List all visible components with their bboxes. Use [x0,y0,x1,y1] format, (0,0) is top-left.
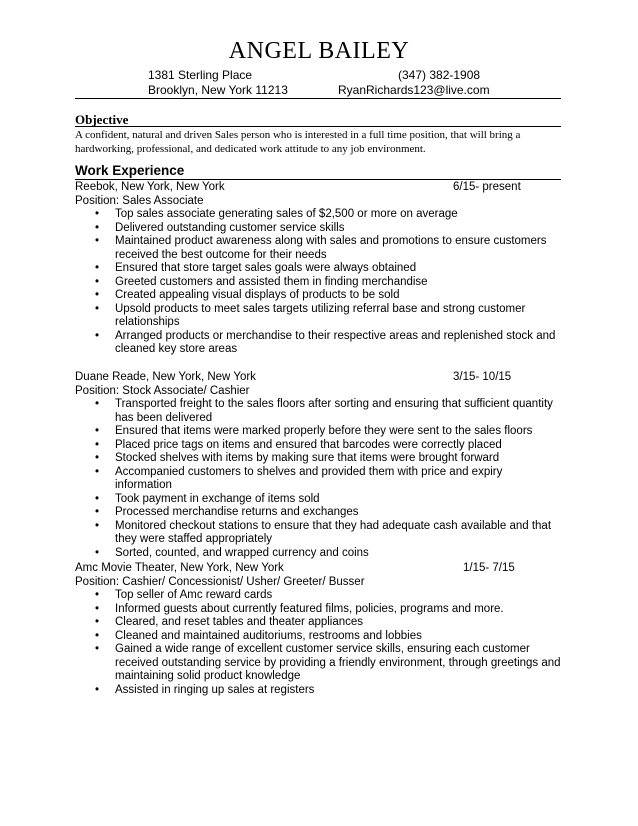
duty-text: Top sales associate generating sales of $2,500 or more on average [115,208,458,220]
bullet-icon: • [95,465,100,478]
job-company: Duane Reade, New York, New York [75,371,256,383]
bullet-icon: • [95,629,100,642]
bullet-icon: • [95,302,100,315]
duty-item [75,222,561,236]
bullet-icon: • [95,616,100,628]
job-position: Position: Cashier/ Concessionist/ Usher/ Greeter/ Busser [75,575,365,588]
duty-text: has been delivered [115,411,213,424]
duty-item [75,684,561,698]
bullet-icon: • [95,438,100,451]
duty-text: Accompanied customers to shelves and provided them with price and expiry information [115,465,503,491]
duty-list [75,398,561,560]
duty-item [75,603,561,617]
objective-line: A confident, natural and driven Sales person who is interested in a full time position, that will bring a [75,129,521,141]
job-header-row [75,562,561,576]
duty-item [75,425,561,439]
duty-item [75,289,561,303]
bullet-icon: • [95,683,100,696]
duty-item [75,643,561,684]
bullet-icon: • [95,519,100,532]
job-dates: 6/15- present [453,181,521,193]
duty-text: Cleaned and maintained auditoriums, restrooms and lobbies [115,629,422,642]
job-entry [75,371,561,560]
duty-item [75,330,561,357]
job-header-row [75,371,561,385]
duty-text: maintaining solid product knowledge [115,670,301,682]
bullet-icon: • [95,235,100,247]
duty-item [75,589,561,603]
header-divider [75,98,561,99]
job-header-row [75,181,561,195]
duty-item [75,506,561,520]
duty-text: Placed price tags on items and ensured that barcodes were correctly placed [115,438,502,451]
duty-text: Upsold products to meet sales targets utilizing referral base and strong customer [115,302,526,315]
duty-item [75,520,561,547]
objective-heading: Objective [75,112,129,127]
duty-text: Cleared, and reset tables and theater appliances [115,616,364,628]
duty-list [75,589,561,697]
duty-text: Created appealing visual displays of products to be sold [115,289,400,301]
contact-city: Brooklyn, New York 11213 [148,83,288,97]
job-position: Position: Sales Associate [75,194,204,207]
bullet-icon: • [95,275,100,288]
bullet-icon: • [95,602,100,615]
duty-item [75,439,561,453]
objective-divider [75,126,561,127]
duty-text: received outstanding service by providing a friendly environment, through greetings and [115,656,561,669]
duty-list [75,208,561,357]
bullet-icon: • [95,398,100,410]
duty-item [75,262,561,276]
duty-item [75,547,561,561]
candidate-name: ANGEL BAILEY [228,38,410,64]
contact-phone: (347) 382-1908 [398,68,481,82]
duty-item [75,452,561,466]
work-experience-heading: Work Experience [75,163,185,178]
duty-text: received the best outcome for their needs [115,248,327,261]
objective-line: hardworking, professional, and dedicated work attitude to any job environment. [75,143,426,155]
duty-text: Greeted customers and assisted them in finding merchandise [115,275,428,288]
bullet-icon: • [95,329,100,342]
bullet-icon: • [95,643,100,655]
duty-item [75,398,561,425]
duty-text: Transported freight to the sales floors after sorting and ensuring that sufficient quantity [115,398,553,410]
duty-text: Top seller of Amc reward cards [115,589,273,601]
bullet-icon: • [95,262,100,274]
job-dates: 1/15- 7/15 [463,562,515,574]
objective-text [75,128,561,156]
duty-item [75,235,561,262]
duty-text: Assisted in ringing up sales at registers [115,683,315,696]
duty-item [75,466,561,493]
bullet-icon: • [95,492,100,505]
duty-item [75,208,561,222]
duty-text: Stocked shelves with items by making sure that items were brought forward [115,452,500,464]
duty-text: relationships [115,316,180,328]
duty-item [75,493,561,507]
duty-text: Monitored checkout stations to ensure that they had adequate cash available and that [115,519,552,532]
duty-text: Took payment in exchange of items sold [115,492,320,505]
bullet-icon: • [95,425,100,437]
bullet-icon: • [95,452,100,464]
duty-item [75,630,561,644]
bullet-icon: • [95,221,100,234]
duty-text: Ensured that store target sales goals were always obtained [115,262,417,274]
duty-text: Informed guests about currently featured films, policies, programs and more. [115,602,504,615]
duty-item [75,303,561,330]
duty-text: Delivered outstanding customer service skills [115,221,345,234]
job-company: Amc Movie Theater, New York, New York [75,562,284,574]
duty-item [75,276,561,290]
job-entry [75,562,561,697]
experience-divider [75,179,561,180]
contact-email: RyanRichards123@live.com [338,83,490,97]
bullet-icon: • [95,208,100,220]
bullet-icon: • [95,546,100,559]
job-entry [75,181,561,357]
bullet-icon: • [95,506,100,518]
duty-text: Maintained product awareness along with sales and promotions to ensure customers [115,235,547,247]
job-company: Reebok, New York, New York [75,181,225,193]
duty-text: Sorted, counted, and wrapped currency and coins [115,546,369,559]
duty-text: Processed merchandise returns and exchanges [115,506,359,518]
bullet-icon: • [95,589,100,601]
duty-text: Ensured that items were marked properly before they were sent to the sales floors [115,425,533,437]
duty-text: Arranged products or merchandise to their respective areas and replenished stock and [115,329,556,342]
duty-text: Gained a wide range of excellent customer service skills, ensuring each customer [115,643,530,655]
contact-street: 1381 Sterling Place [148,68,253,82]
job-dates: 3/15- 10/15 [453,371,512,383]
duty-text: they were staffed appropriately [115,533,273,545]
duty-item [75,616,561,630]
duty-text: cleaned key store areas [115,343,238,355]
job-position: Position: Stock Associate/ Cashier [75,384,250,397]
bullet-icon: • [95,289,100,301]
